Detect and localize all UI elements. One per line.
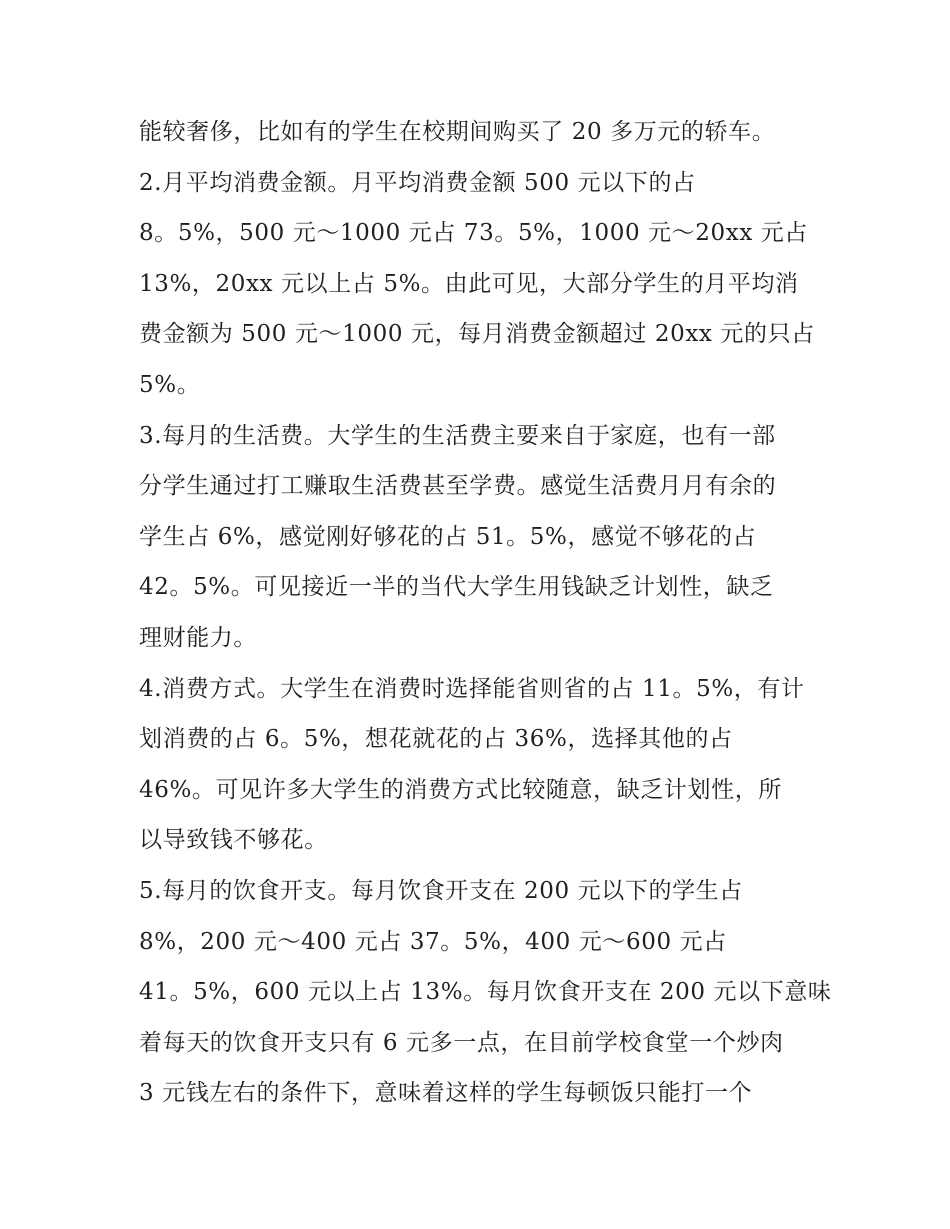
- text-line: 42。5%。可见接近一半的当代大学生用钱缺乏计划性，缺乏: [139, 574, 774, 601]
- text-line: 41。5%，600 元以上占 13%。每月饮食开支在 200 元以下意味: [139, 979, 832, 1006]
- text-line: 以导致钱不够花。: [139, 827, 328, 854]
- text-line: 2.月平均消费金额。月平均消费金额 500 元以下的占: [139, 169, 696, 196]
- text-line: 13%，20xx 元以上占 5%。由此可见，大部分学生的月平均消: [139, 270, 799, 297]
- text-line: 理财能力。: [139, 624, 257, 651]
- text-line: 着每天的饮食开支只有 6 元多一点，在目前学校食堂一个炒肉: [139, 1029, 784, 1056]
- text-line: 8。5%，500 元～1000 元占 73。5%，1000 元～20xx 元占: [139, 220, 809, 247]
- text-line: 3 元钱左右的条件下，意味着这样的学生每顿饭只能打一个: [139, 1080, 753, 1107]
- text-line: 46%。可见许多大学生的消费方式比较随意，缺乏计划性，所: [139, 776, 782, 803]
- text-line: 分学生通过打工赚取生活费甚至学费。感觉生活费月月有余的: [139, 473, 777, 500]
- text-line: 3.每月的生活费。大学生的生活费主要来自于家庭，也有一部: [139, 422, 776, 449]
- text-line: 8%，200 元～400 元占 37。5%，400 元～600 元占: [139, 928, 727, 955]
- text-line: 5%。: [139, 371, 201, 398]
- text-line: 5.每月的饮食开支。每月饮食开支在 200 元以下的学生占: [139, 877, 743, 904]
- text-line: 能较奢侈，比如有的学生在校期间购买了 20 多万元的轿车。: [139, 119, 776, 145]
- text-line: 费金额为 500 元～1000 元，每月消费金额超过 20xx 元的只占: [139, 321, 815, 348]
- text-line: 划消费的占 6。5%，想花就花的占 36%，选择其他的占: [139, 726, 733, 753]
- text-line: 4.消费方式。大学生在消费时选择能省则省的占 11。5%，有计: [139, 675, 805, 702]
- body-text: [139, 107, 832, 1119]
- text-line: 学生占 6%，感觉刚好够花的占 51。5%，感觉不够花的占: [139, 523, 757, 550]
